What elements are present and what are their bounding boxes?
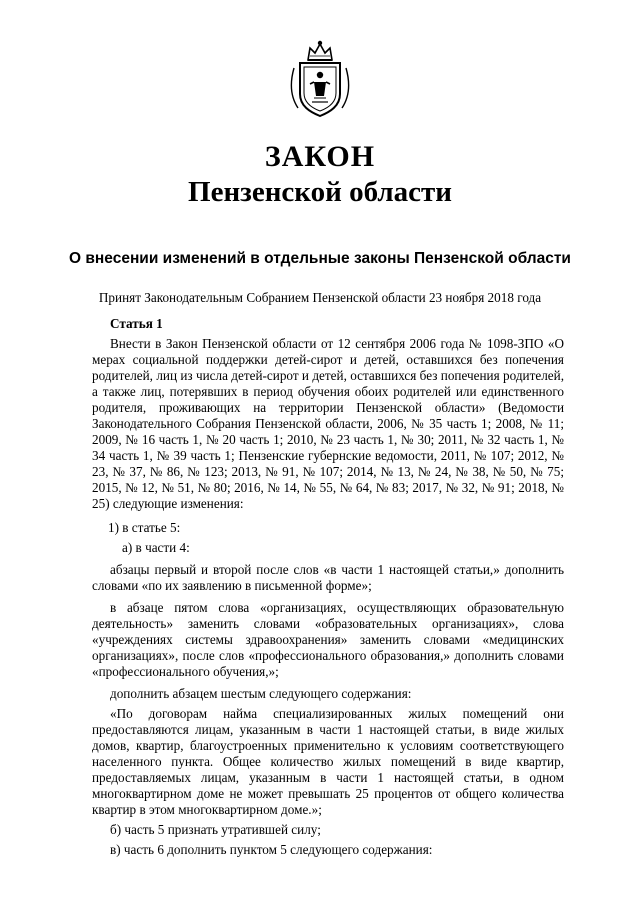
adoption-note: Принят Законодательным Собранием Пензенской области 23 ноября 2018 года xyxy=(98,290,542,305)
article-heading: Статья 1 xyxy=(110,316,163,331)
law-subject-heading: О внесении изменений в отдельные законы Пензенской области xyxy=(69,250,571,267)
quoted-paragraph: «По договорам найма специализированных жилых помещений они предоставляются лицам, указанным в части 1 настоящей статьи, в виде жилых домов, квартир, благоустроенных применительно к условиям соответствующего населенного пункта. Общее количество жилых помещений в виде квартир, предоставляемых лицам, указанным в части 1 настоящей статьи, в одном многоквартирном доме не может превышать 25 процентов от общего количества квартир в этом многоквартирном доме.»; xyxy=(92,706,564,817)
paragraph-2: в абзаце пятом слова «организациях, осуществляющих образовательную деятельность» заменить словами «образовательных организациях», слова «учреждениях системы здравоохранения» заменить словами «медицинских организациях», после слов «профессионального образования,» дополнить словами «профессионального обучения,»; xyxy=(92,600,564,679)
article-intro-paragraph: Внести в Закон Пензенской области от 12 сентября 2006 года № 1098-ЗПО «О мерах социальной поддержки детей-сирот и детей, оставшихся без попечения родителей, лиц из числа детей-сирот и детей, оставшихся без попечения родителей, а также лиц, потерявших в период обучения обоих родителей или единственного родителя, проживающих на территории Пензенской области» (Ведомости Законодательного Собрания Пензенской области, 2006, № 35 часть 1; 2008, № 11; 2009, № 16 часть 1, № 20 часть 1; 2010, № 23 часть 1, № 30; 2011, № 32 часть 1, № 34 часть 1, № 39 часть 1; Пензенские губернские ведомости, 2011, № 107; 2012, № 23, № 37, № 86, № 123; 2013, № 91, № 107; 2014, № 13, № 24, № 38, № 50, № 75; 2015, № 12, № 51, № 80; 2016, № 14, № 55, № 64, № 83; 2017, № 32, № 91; 2018, № 25) следующие изменения: xyxy=(92,336,564,511)
article-body xyxy=(92,336,564,862)
law-title: ЗАКОН xyxy=(264,140,376,173)
paragraph-1: абзацы первый и второй после слов «в части 1 настоящей статьи,» дополнить словами «по их заявлению в письменной форме»; xyxy=(92,562,564,593)
item-1-a: а) в части 4: xyxy=(122,540,190,555)
penza-coat-of-arms-icon xyxy=(288,38,352,120)
item-1-b: б) часть 5 признать утратившей силу; xyxy=(110,822,321,837)
region-title: Пензенской области xyxy=(188,176,452,208)
item-1-c: в) часть 6 дополнить пунктом 5 следующего содержания: xyxy=(110,842,433,857)
item-1: 1) в статье 5: xyxy=(108,520,181,535)
paragraph-3: дополнить абзацем шестым следующего содержания: xyxy=(110,686,412,701)
